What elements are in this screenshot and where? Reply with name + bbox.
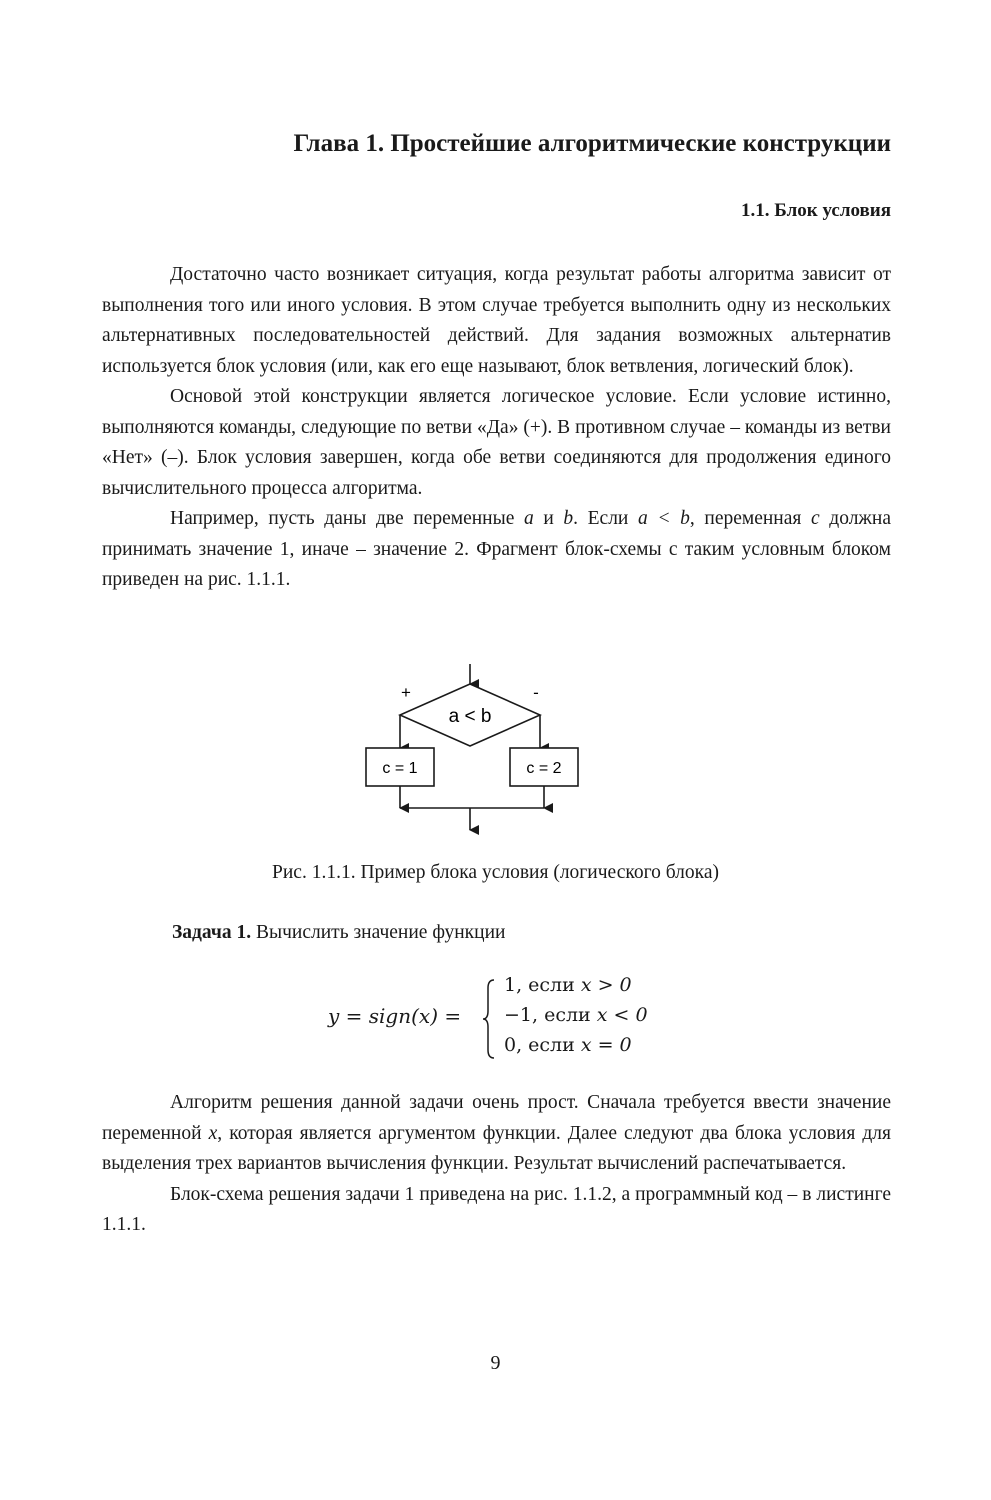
body-text-2 [102,1088,891,1241]
variable-c: c [811,508,820,529]
case-condition: x = 0 [580,1034,632,1056]
paragraph-example-text: и [533,508,564,529]
body-text [102,260,891,596]
formula-brace [482,978,496,1060]
paragraph-example-text: должна принимать значение 1, иначе – значение 2. Фрагмент блок-схемы с таким условным блоком приведен на рис. 1.1.1. [102,508,891,590]
page-number: 9 [490,1352,501,1374]
case-word: если [528,974,581,996]
case-value: −1, [504,1004,545,1026]
paragraph-intro: Достаточно часто возникает ситуация, когда результат работы алгоритма зависит от выполнения того или иного условия. В этом случае требуется выполнить одну из нескольких альтернативных последовательностей действий. Для задания возможных альтернатив используется блок условия (или, как его еще называют, блок ветвления, логический блок). [102,264,891,377]
variable-a: a [523,508,534,529]
paragraph-algorithm-text: , которая является аргументом функции. Далее следуют два блока условия для выделения трех вариантов вычисления функции. Результат вычислений распечатывается. [102,1122,891,1174]
yes-branch-label: + [401,683,411,702]
case-value: 1, [504,974,529,996]
variable-b: b [563,508,574,529]
paragraph-example-text: . Если [573,508,638,529]
sign-formula [320,972,680,1064]
paragraph-example-text: , переменная [689,508,811,529]
paragraph-algorithm [102,1088,891,1180]
case-word: если [544,1004,597,1026]
variable-x: x [208,1122,218,1144]
section-title: 1.1. Блок условия [741,200,891,221]
formula-case-positive [504,974,632,996]
formula-case-negative [504,1004,648,1026]
chapter-title: Глава 1. Простейшие алгоритмические конструкции [293,130,891,157]
figure-caption: Рис. 1.1.1. Пример блока условия (логического блока) [272,862,719,883]
task-text: Вычислить значение функции [251,922,506,943]
condition-label: a < b [448,706,492,727]
condition-expression: a < b [637,508,690,529]
paragraph-reference: Блок-схема решения задачи 1 приведена на рис. 1.1.2, а программный код – в листинге 1.1.1. [102,1183,891,1235]
paragraph-condition: Основой этой конструкции является логическое условие. Если условие истинно, выполняются команды, следующие по ветви «Да» (+). В противном случае – команды из ветви «Нет» (–). Блок условия завершен, когда обе ветви соединяются для продолжения единого вычислительного процесса алгоритма. [102,386,891,499]
flowchart-figure [340,660,600,840]
task-label: Задача 1. [172,922,252,943]
formula-case-zero [504,1034,632,1056]
no-branch-label: - [533,683,539,702]
case-condition: x < 0 [596,1004,648,1026]
right-process-label: c = 2 [526,760,562,777]
case-condition: x > 0 [580,974,632,996]
formula-lhs: y = sign(x) = [328,1004,462,1028]
case-word: если [528,1034,581,1056]
left-process-label: c = 1 [382,760,418,777]
case-value: 0, [504,1034,529,1056]
paragraph-algorithm-text: Алгоритм решения данной задачи очень прост. Сначала требуется ввести значение переменной [102,1092,891,1144]
paragraph-example [102,504,891,596]
task-heading [172,922,505,944]
paragraph-example-text: Например, пусть даны две переменные [170,508,524,529]
